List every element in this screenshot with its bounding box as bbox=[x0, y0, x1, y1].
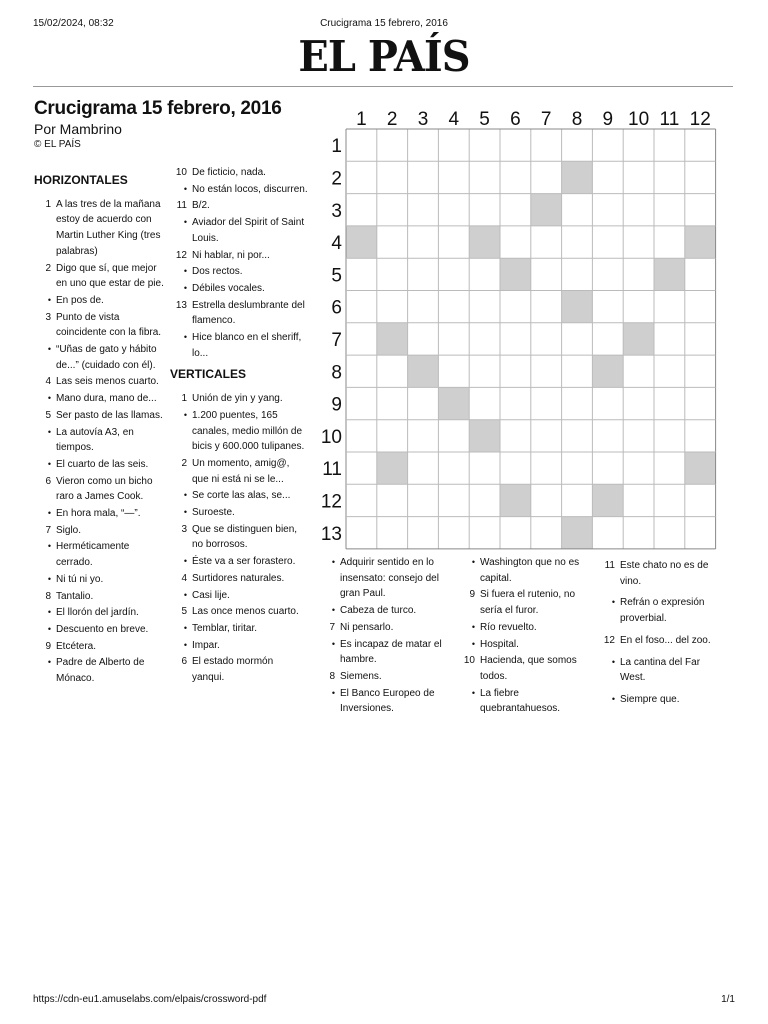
clue-text: Ni pensarlo. bbox=[340, 621, 394, 633]
row-number: 11 bbox=[322, 459, 342, 481]
bullet: • bbox=[471, 687, 475, 698]
clue-text: El llorón del jardín. bbox=[56, 607, 139, 619]
clue-text: Etcétera. bbox=[56, 640, 97, 652]
browser-page-title: Crucigrama 15 febrero, 2016 bbox=[320, 18, 448, 29]
clue-item bbox=[34, 605, 164, 621]
clue-text: Se corte las alas, se... bbox=[192, 490, 291, 502]
clue-text: No están locos, discurren. bbox=[192, 183, 308, 195]
clue-number: 12 bbox=[603, 634, 615, 646]
clue-number: 6 bbox=[45, 475, 51, 487]
black-square bbox=[500, 484, 531, 516]
column-number: 6 bbox=[510, 109, 521, 130]
clue-item bbox=[318, 555, 448, 602]
row-number: 2 bbox=[331, 168, 342, 190]
puzzle-title: Crucigrama 15 febrero, 2016 bbox=[34, 98, 282, 119]
clue-text: Temblar, tiritar. bbox=[192, 622, 258, 634]
clue-number: 10 bbox=[175, 167, 187, 178]
clue-item bbox=[598, 633, 728, 649]
black-square bbox=[623, 323, 654, 355]
clue-text: “Uñas de gato y hábito de...” (cuidado con él). bbox=[56, 344, 157, 371]
black-square bbox=[562, 517, 593, 549]
bullet: • bbox=[47, 508, 51, 519]
clue-item bbox=[318, 620, 448, 636]
bullet: • bbox=[47, 458, 51, 469]
clue-list bbox=[598, 558, 728, 708]
clue-number: 2 bbox=[45, 262, 51, 274]
column-number: 10 bbox=[628, 109, 650, 130]
clue-item bbox=[458, 620, 588, 636]
clue-text: Casi lije. bbox=[192, 589, 230, 601]
clue-item bbox=[318, 669, 448, 685]
clue-number: 9 bbox=[469, 589, 475, 601]
clue-text: Siglo. bbox=[56, 524, 82, 536]
bullet: • bbox=[471, 621, 475, 632]
clue-text: Débiles vocales. bbox=[192, 282, 265, 294]
clue-number: 6 bbox=[181, 656, 187, 668]
bullet: • bbox=[183, 217, 187, 228]
bullet: • bbox=[183, 639, 187, 650]
clue-text: A las tres de la mañana estoy de acuerdo con Martin Luther King (tres palabras) bbox=[56, 198, 161, 257]
clue-item bbox=[458, 686, 588, 717]
clue-text: Padre de Alberto de Mónaco. bbox=[56, 657, 145, 685]
clue-list bbox=[458, 555, 588, 717]
clue-text: El cuarto de las seis. bbox=[56, 458, 149, 470]
clue-number: 8 bbox=[45, 590, 51, 602]
puzzle-author: Por Mambrino bbox=[34, 121, 122, 137]
clue-text: Estrella deslumbrante del flamenco. bbox=[192, 299, 305, 327]
clue-item bbox=[318, 603, 448, 619]
black-square bbox=[469, 226, 500, 258]
clue-text: Si fuera el rutenio, no sería el furor. bbox=[480, 589, 576, 617]
clue-text: Cabeza de turco. bbox=[340, 605, 417, 617]
clue-text: Río revuelto. bbox=[480, 621, 537, 633]
black-square bbox=[562, 161, 593, 193]
clue-text: B/2. bbox=[192, 200, 210, 212]
clue-text: Digo que sí, que mejor en uno que estar de pie. bbox=[56, 262, 164, 290]
clue-item bbox=[34, 639, 164, 655]
black-square bbox=[346, 226, 377, 258]
clue-item bbox=[170, 604, 308, 620]
bullet: • bbox=[47, 607, 51, 618]
bullet: • bbox=[47, 393, 51, 404]
clue-item bbox=[34, 589, 164, 605]
clue-item bbox=[170, 654, 308, 685]
clue-text: Ni hablar, ni por... bbox=[192, 249, 270, 261]
clue-number: 2 bbox=[181, 457, 187, 469]
column-number: 8 bbox=[571, 109, 583, 130]
clue-text: Este chato no es de vino. bbox=[620, 560, 709, 587]
black-square bbox=[377, 452, 408, 484]
black-square bbox=[654, 258, 685, 290]
bullet: • bbox=[331, 605, 335, 616]
clue-text: Que se distinguen bien, no borrosos. bbox=[192, 523, 298, 551]
clue-text: Unión de yin y yang. bbox=[192, 393, 283, 405]
column-number: 4 bbox=[448, 109, 460, 130]
clue-text: En hora mala, “—”. bbox=[56, 508, 141, 520]
clue-text: El estado mormón yanqui. bbox=[192, 656, 274, 684]
clue-text: Las seis menos cuarto. bbox=[56, 376, 159, 388]
bullet: • bbox=[47, 294, 51, 305]
bullet: • bbox=[471, 638, 475, 649]
el-pais-logo: EL PAÍS bbox=[298, 32, 470, 81]
clue-number: 10 bbox=[463, 655, 475, 667]
verticales-heading: VERTICALES bbox=[170, 367, 247, 382]
clue-item bbox=[458, 637, 588, 653]
bullet: • bbox=[183, 266, 187, 277]
bullet: • bbox=[183, 507, 187, 518]
black-square bbox=[685, 226, 716, 258]
column-number: 3 bbox=[417, 109, 429, 130]
bullet: • bbox=[183, 589, 187, 600]
puzzle-copyright: © EL PAÍS bbox=[34, 139, 81, 150]
clue-number: 3 bbox=[45, 311, 51, 323]
clue-text: Es incapaz de matar el hambre. bbox=[340, 638, 442, 666]
clue-text: En pos de. bbox=[56, 294, 104, 306]
black-square bbox=[531, 194, 562, 226]
bullet: • bbox=[47, 541, 51, 552]
column-number: 2 bbox=[386, 109, 398, 130]
row-number: 13 bbox=[320, 523, 342, 545]
row-number: 10 bbox=[320, 426, 342, 448]
clue-text: La cantina del Far West. bbox=[620, 656, 701, 684]
clue-text: De ficticio, nada. bbox=[192, 167, 266, 178]
black-square bbox=[469, 420, 500, 452]
clue-number: 12 bbox=[175, 249, 187, 261]
clue-text: En el foso... del zoo. bbox=[620, 634, 711, 646]
bullet: • bbox=[183, 556, 187, 567]
row-number: 5 bbox=[331, 265, 342, 287]
clue-text: Hospital. bbox=[480, 638, 519, 650]
column-number: 5 bbox=[479, 109, 490, 130]
bullet: • bbox=[183, 409, 187, 420]
clue-number: 13 bbox=[175, 299, 187, 311]
clue-number: 7 bbox=[329, 621, 335, 633]
clue-text: Dos rectos. bbox=[192, 266, 243, 278]
clue-item bbox=[598, 558, 728, 589]
clue-item bbox=[598, 692, 728, 708]
clue-text: Punto de vista coincidente con la fibra. bbox=[56, 311, 162, 339]
clue-number: 7 bbox=[45, 524, 51, 536]
column-number: 12 bbox=[689, 109, 711, 130]
black-square bbox=[377, 323, 408, 355]
black-square bbox=[685, 452, 716, 484]
black-square bbox=[562, 291, 593, 323]
clue-text: Descuento en breve. bbox=[56, 623, 149, 635]
bullet: • bbox=[183, 490, 187, 501]
bullet: • bbox=[47, 426, 51, 437]
bullet: • bbox=[183, 622, 187, 633]
row-number: 6 bbox=[331, 297, 342, 319]
clue-text: La autovía A3, en tiempos. bbox=[56, 426, 134, 454]
horizontales-heading: HORIZONTALES bbox=[34, 173, 128, 187]
bullet: • bbox=[331, 638, 335, 649]
clue-item bbox=[34, 622, 164, 638]
column-number: 7 bbox=[540, 109, 552, 130]
clues-column-3 bbox=[318, 555, 448, 718]
clue-text: Siemens. bbox=[340, 670, 382, 682]
clues-column-4 bbox=[458, 555, 588, 718]
row-number: 4 bbox=[331, 233, 342, 255]
clue-text: Aviador del Spirit of Saint Louis. bbox=[192, 217, 305, 244]
footer-url: https://cdn-eu1.amuselabs.com/elpais/crossword-pdf bbox=[33, 994, 267, 1005]
clue-text: Suroeste. bbox=[192, 507, 235, 519]
clue-text: El Banco Europeo de Inversiones. bbox=[340, 687, 435, 715]
clue-item bbox=[318, 637, 448, 668]
row-number: 9 bbox=[331, 394, 342, 416]
clue-text: Hacienda, que somos todos. bbox=[480, 655, 577, 682]
clue-text: Impar. bbox=[192, 639, 220, 651]
bullet: • bbox=[183, 183, 187, 194]
clue-item bbox=[598, 655, 728, 686]
clue-item bbox=[318, 686, 448, 717]
clue-number: 5 bbox=[45, 409, 51, 421]
browser-datetime: 15/02/2024, 08:32 bbox=[33, 18, 114, 29]
row-number: 3 bbox=[331, 200, 342, 222]
clue-text: Refrán o expresión proverbial. bbox=[620, 597, 705, 625]
clue-number: 4 bbox=[181, 572, 187, 584]
clue-number: 5 bbox=[181, 606, 187, 618]
column-number: 1 bbox=[356, 109, 367, 130]
bullet: • bbox=[331, 687, 335, 698]
clue-item bbox=[170, 588, 308, 604]
clue-text: Éste va a ser forastero. bbox=[192, 556, 296, 568]
clue-item bbox=[598, 595, 728, 626]
clue-number: 8 bbox=[329, 670, 335, 682]
clues-column-5 bbox=[598, 558, 728, 714]
clue-item bbox=[458, 653, 588, 684]
clue-text: Adquirir sentido en lo insensato: consejo del gran Paul. bbox=[340, 557, 439, 600]
clue-text: Hice blanco en el sheriff, lo... bbox=[192, 332, 302, 359]
clue-text: Ni tú ni yo. bbox=[56, 573, 104, 585]
bullet: • bbox=[331, 557, 335, 567]
clue-number: 11 bbox=[176, 200, 187, 212]
bullet: • bbox=[183, 282, 187, 293]
row-number: 1 bbox=[331, 136, 342, 158]
clue-number: 4 bbox=[45, 376, 51, 388]
clue-item bbox=[170, 638, 308, 654]
row-number: 7 bbox=[331, 329, 342, 351]
bullet: • bbox=[471, 557, 475, 567]
clue-text: 1.200 puentes, 165 canales, medio millón de bicis y 600.000 tulipanes. bbox=[192, 409, 305, 453]
clue-text: Washington que no es capital. bbox=[480, 557, 580, 584]
bullet: • bbox=[611, 597, 615, 608]
clue-list bbox=[318, 555, 448, 717]
black-square bbox=[438, 387, 469, 419]
row-number: 8 bbox=[331, 362, 342, 384]
black-square bbox=[500, 258, 531, 290]
clue-text: Tantalio. bbox=[56, 590, 94, 602]
clue-number: 1 bbox=[45, 198, 51, 210]
black-square bbox=[592, 355, 623, 387]
bullet: • bbox=[47, 344, 51, 355]
clue-text: Mano dura, mano de... bbox=[56, 393, 157, 405]
bullet: • bbox=[611, 656, 615, 667]
clue-text: Vieron como un bicho raro a James Cook. bbox=[56, 475, 153, 503]
clue-number: 1 bbox=[181, 393, 187, 405]
clue-text: Siempre que. bbox=[620, 693, 680, 705]
clue-number: 9 bbox=[45, 640, 51, 652]
bullet: • bbox=[47, 657, 51, 668]
bullet: • bbox=[183, 332, 187, 343]
bullet: • bbox=[47, 623, 51, 634]
row-number: 12 bbox=[320, 491, 342, 513]
column-number: 9 bbox=[602, 109, 614, 130]
black-square bbox=[408, 355, 439, 387]
bullet: • bbox=[611, 693, 615, 704]
bullet: • bbox=[47, 573, 51, 584]
clue-text: Un momento, amig@, que ni está ni se le... bbox=[192, 457, 290, 485]
clue-item bbox=[458, 587, 588, 618]
clue-item bbox=[34, 655, 164, 686]
clue-text: Herméticamente cerrado. bbox=[56, 541, 130, 569]
footer-page-count: 1/1 bbox=[721, 994, 735, 1005]
clue-text: Ser pasto de las llamas. bbox=[56, 409, 163, 421]
clue-number: 11 bbox=[604, 560, 615, 571]
clue-text: Surtidores naturales. bbox=[192, 572, 285, 584]
clue-text: La fiebre quebrantahuesos. bbox=[480, 687, 561, 715]
clue-item bbox=[34, 572, 164, 588]
clue-item bbox=[170, 571, 308, 587]
column-number: 11 bbox=[659, 109, 680, 130]
clue-text: Las once menos cuarto. bbox=[192, 606, 299, 618]
clue-number: 3 bbox=[181, 523, 187, 535]
clue-item bbox=[170, 621, 308, 637]
black-square bbox=[592, 484, 623, 516]
